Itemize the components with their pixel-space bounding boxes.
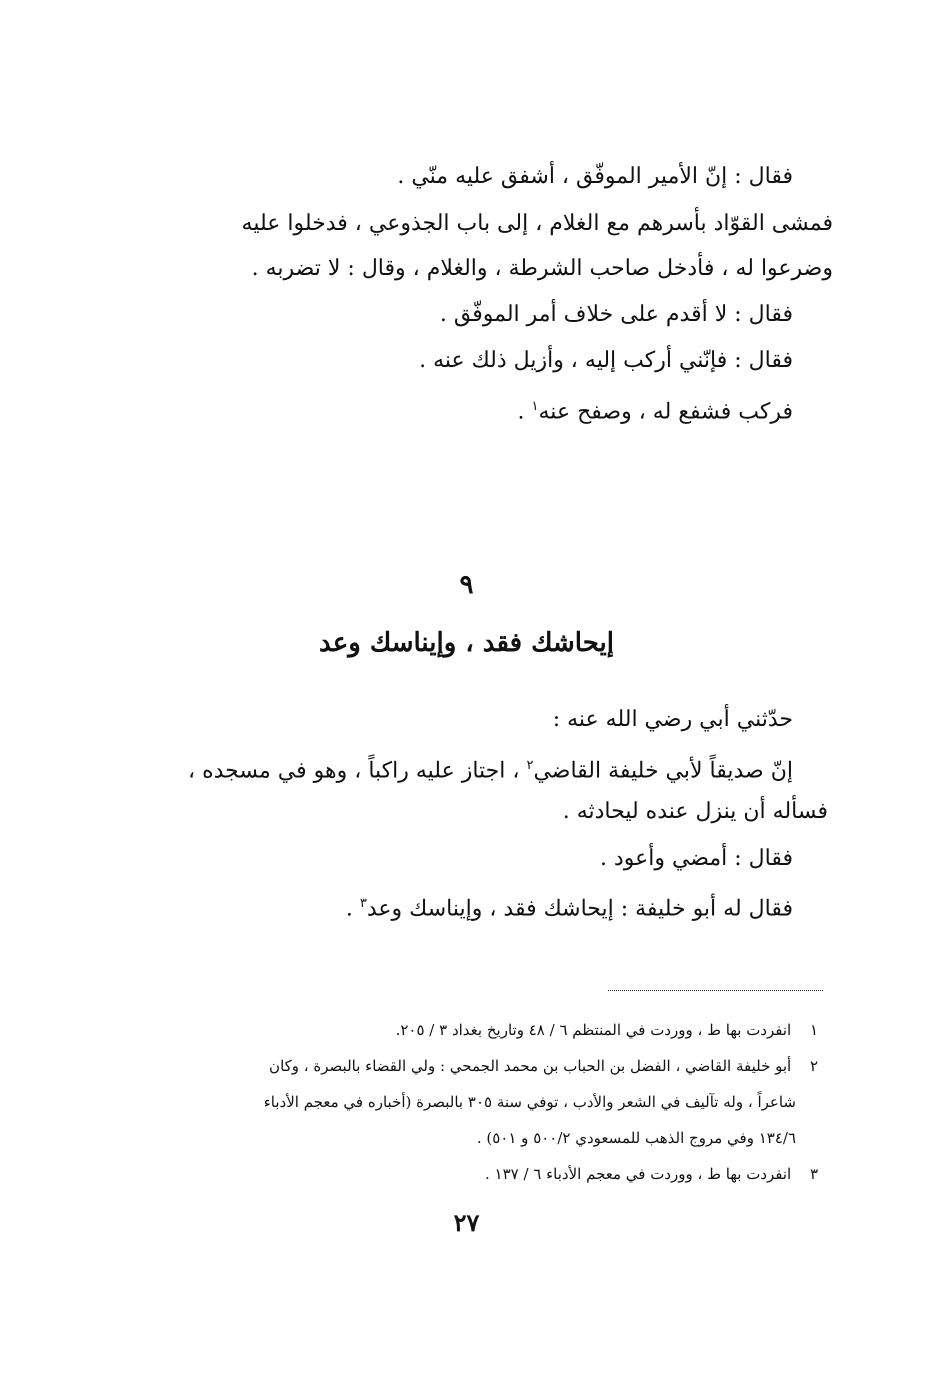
text-line-4: فقال : لا أقدم على خلاف أمر الموفّق .	[439, 302, 793, 327]
body-line-5	[346, 890, 793, 923]
page-number: ٢٧	[453, 1208, 480, 1237]
body-line-2-b: ، اجتاز عليه راكباً ، وهو في مسجده ،	[188, 758, 527, 784]
body-line-5-end: .	[345, 896, 360, 922]
body-line-5-main: فقال له أبو خليفة : إيحاشك فقد ، وإيناسك وعد	[366, 896, 793, 922]
footnote-2-line-1	[269, 1056, 818, 1076]
footnote-3-number: ٣	[809, 1165, 818, 1183]
footnote-2-text-a: أبو خليفة القاضي ، الفضل بن الحباب بن محمد الجمحي : ولي القضاء بالبصرة ، وكان	[269, 1057, 792, 1075]
footnote-1-number: ١	[809, 1021, 818, 1039]
body-line-1: حدّثني أبي رضي الله عنه :	[552, 707, 793, 732]
text-line-6-end: .	[517, 399, 532, 425]
footnote-ref-1: ١	[531, 399, 539, 414]
text-line-5: فقال : فإنّني أركب إليه ، وأزيل ذلك عنه .	[419, 348, 793, 373]
text-line-1: فقال : إنّ الأمير الموفّق ، أشفق عليه منّي .	[397, 164, 793, 189]
footnote-ref-2: ٢	[526, 758, 534, 773]
footnote-3-text: انفردت بها ط ، ووردت في معجم الأدباء ٦ / ١٣٧ .	[484, 1165, 792, 1183]
footnote-2-line-2: شاعراً ، وله تآليف في الشعر والأدب ، توفي سنة ٣٠٥ بالبصرة (أخباره في معجم الأدباء	[263, 1093, 796, 1111]
text-line-6	[518, 393, 793, 426]
footnote-ref-3: ٣	[359, 896, 367, 911]
footnote-1	[396, 1020, 818, 1040]
text-line-6-main: فركب فشفع له ، وصفح عنه	[538, 399, 793, 425]
body-line-2-a: إنّ صديقاً لأبي خليفة القاضي	[533, 758, 793, 784]
footnote-1-text: انفردت بها ط ، ووردت في المنتظم ٦ / ٤٨ وتاريخ بغداد ٣ / ٢٠٥.	[395, 1021, 792, 1039]
footnote-2-line-3: ١٣٤/٦ وفي مروج الذهب للمسعودي ٥٠٠/٢ و ٥٠١) .	[476, 1129, 796, 1147]
section-number: ٩	[459, 570, 474, 600]
text-line-2: فمشى القوّاد بأسرهم مع الغلام ، إلى باب الجذوعي ، فدخلوا عليه	[241, 211, 833, 236]
body-line-3: فسأله أن ينزل عنده ليحادثه .	[562, 799, 828, 824]
body-line-4: فقال : أمضي وأعود .	[599, 846, 793, 871]
text-line-3: وضرعوا له ، فأدخل صاحب الشرطة ، والغلام ، وقال : لا تضربه .	[251, 256, 833, 281]
body-line-2	[188, 752, 793, 785]
footnote-3	[485, 1164, 818, 1184]
section-title: إيحاشك فقد ، وإيناسك وعد	[319, 628, 614, 658]
footnote-2-number: ٢	[809, 1057, 818, 1075]
footnote-divider	[608, 990, 823, 991]
